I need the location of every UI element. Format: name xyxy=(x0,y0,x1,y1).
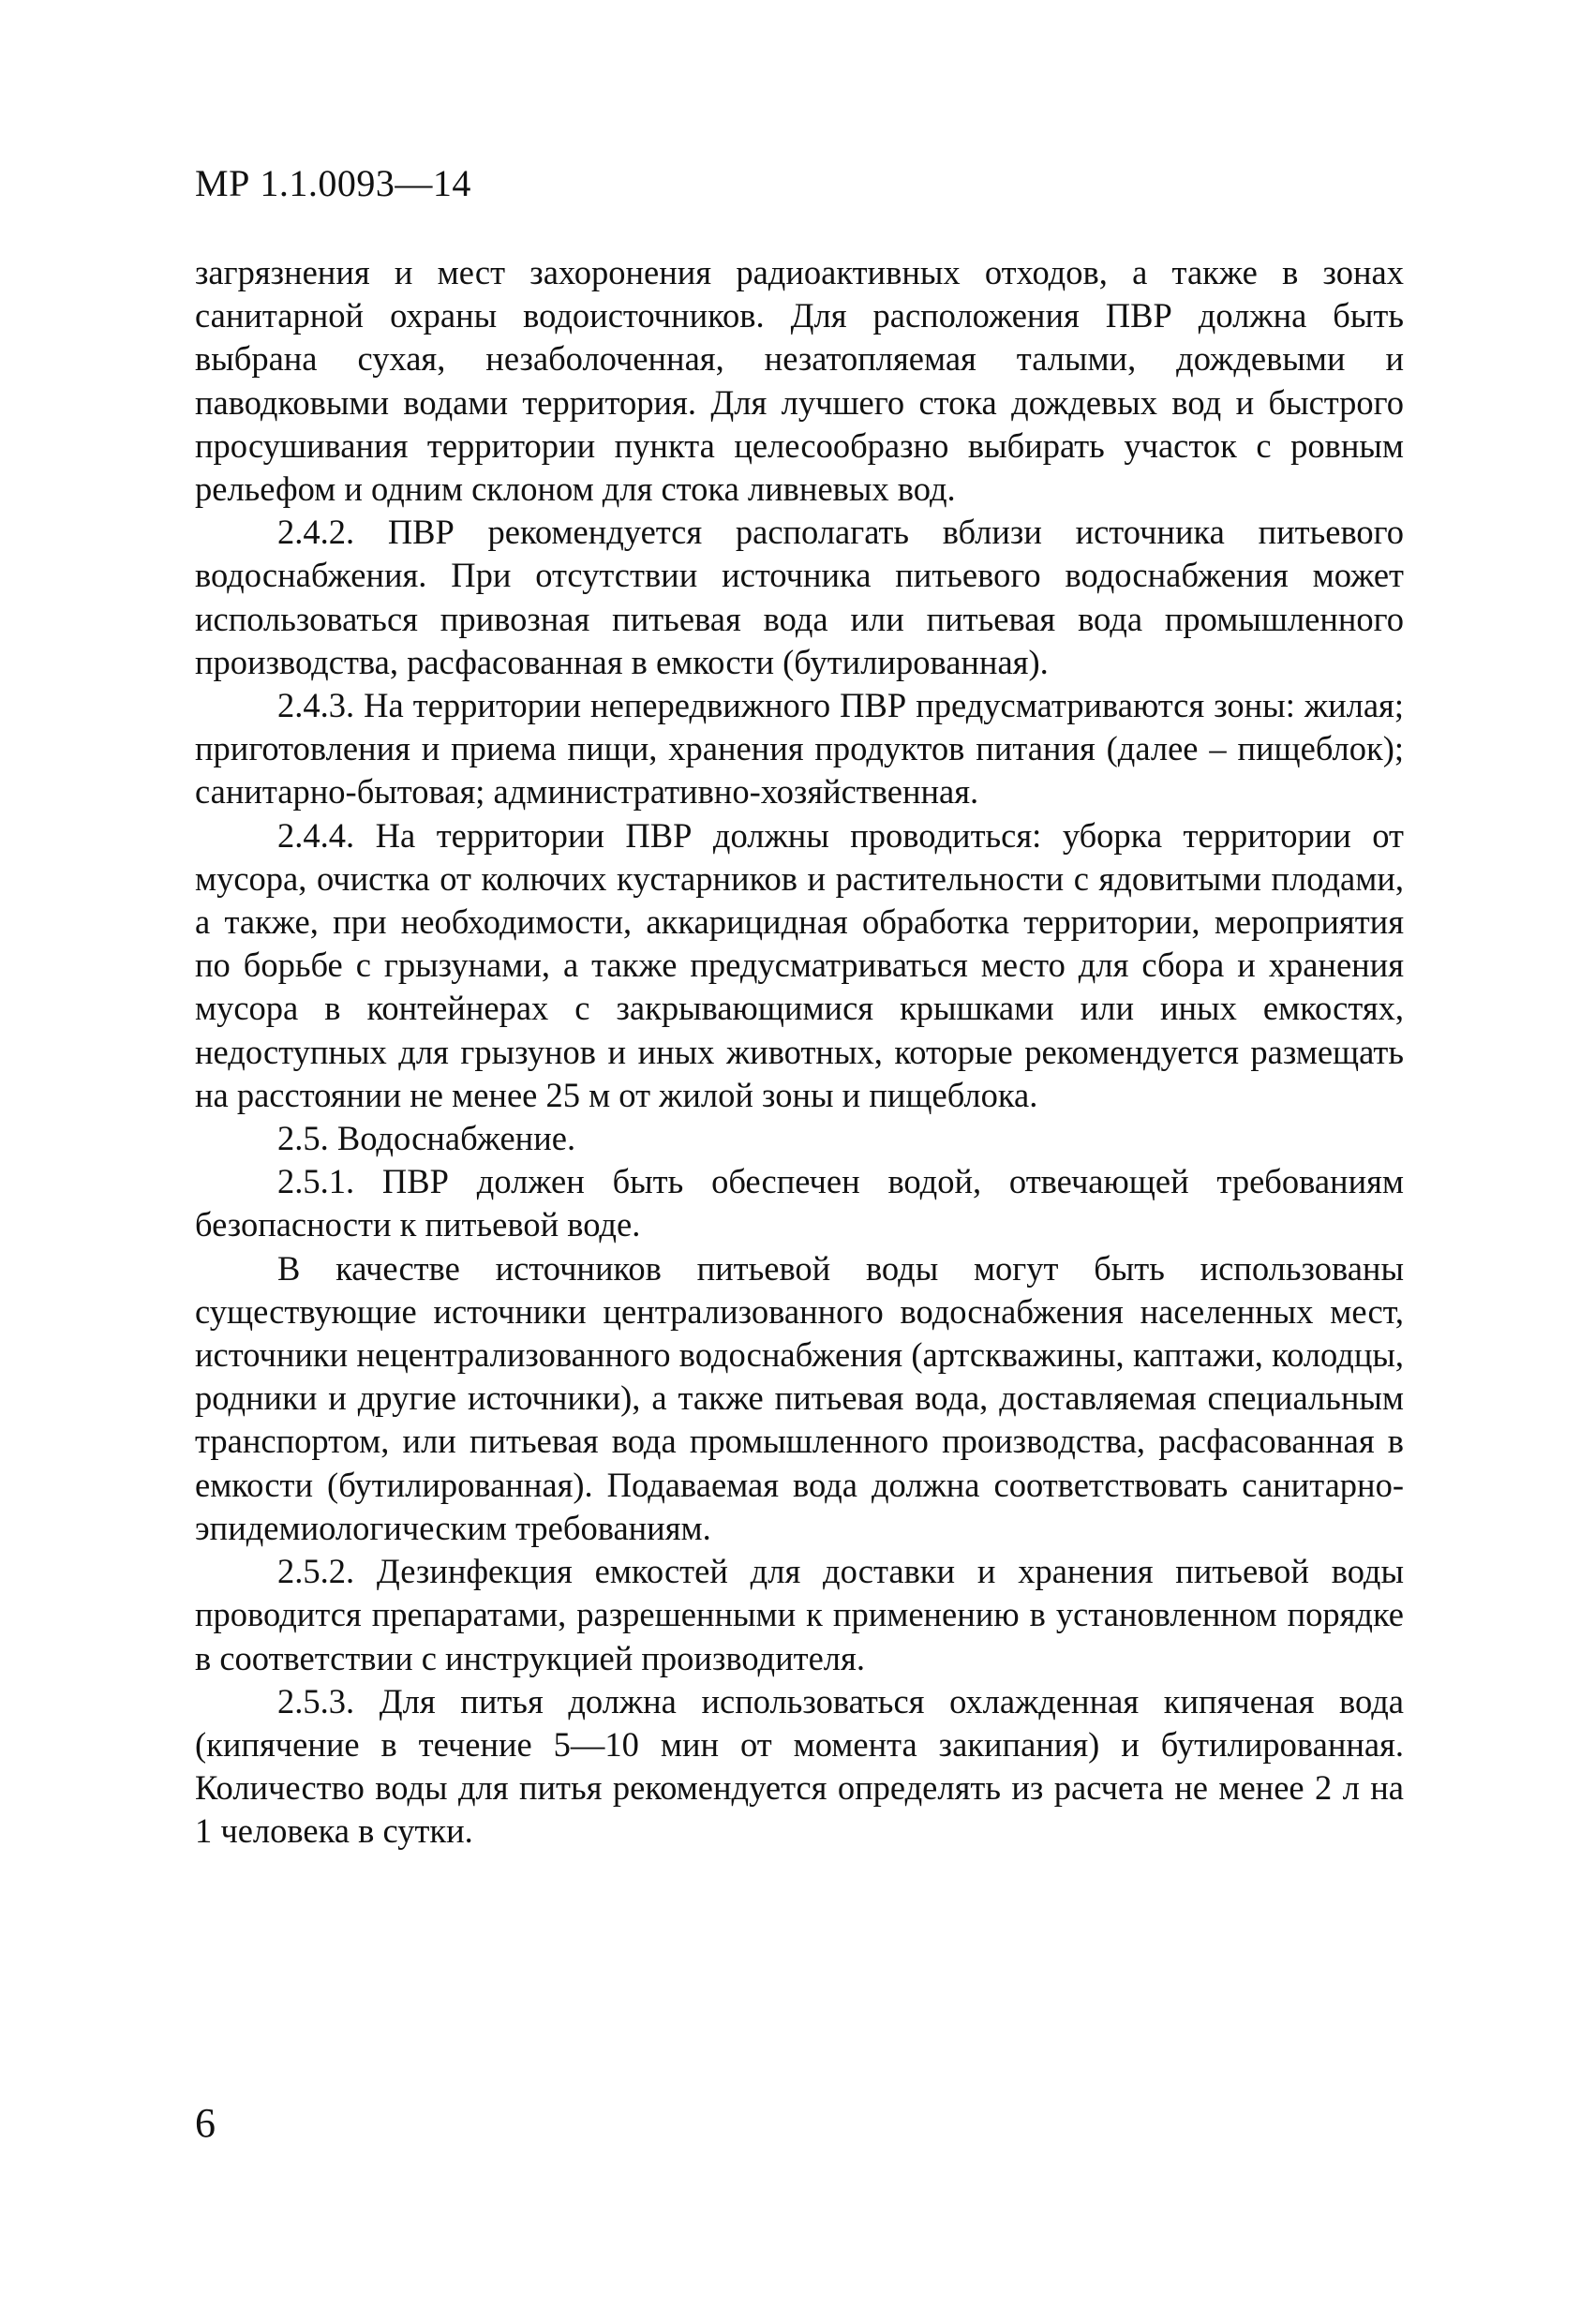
paragraph-continuation: загрязнения и мест захоронения радиоактивных отходов, а также в зонах санитарной охраны водоисточников. Для расположения ПВР должна быть выбрана сухая, незаболоченная, незатопляемая талыми, дождевыми и паводковыми водами территория. Для лучшего стока дождевых вод и быстрого просушивания территории пункта целесообразно выбирать участок с ровным рельефом и одним склоном для стока ливневых вод. xyxy=(195,253,1404,509)
paragraph-2-4-4: 2.4.4. На территории ПВР должны проводиться: уборка территории от мусора, очистка от колючих кустарников и растительности с ядовитыми плодами, а также, при необходимости, аккарицидная обработка территории, мероприятия по борьбе с грызунами, а также предусматриваться место для сбора и хранения мусора в контейнерах с закрывающимися крышками или иных емкостях, недоступных для грызунов и иных животных, которые рекомендуется размещать на расстоянии не менее 25 м от жилой зоны и пищеблока. xyxy=(195,815,1404,1114)
page-number: 6 xyxy=(195,2100,216,2146)
paragraph-2-4-2: 2.4.2. ПВР рекомендуется располагать вблизи источника питьевого водоснабжения. При отсутствии источника питьевого водоснабжения может использоваться привозная питьевая вода или питьевая вода промышленного производства, расфасованная в емкости (бутилированная). xyxy=(195,513,1404,681)
document-header: МР 1.1.0093—14 xyxy=(195,162,471,204)
section-heading-2-5: 2.5. Водоснабжение. xyxy=(277,1119,576,1158)
paragraph-2-5-3: 2.5.3. Для питья должна использоваться охлажденная кипяченая вода (кипячение в течение 5—10 мин от момента закипания) и бутилированная. Количество воды для питья рекомендуется определять из расчета не менее 2 л на 1 человека в сутки. xyxy=(195,1681,1404,1851)
paragraph-water-sources: В качестве источников питьевой воды могут быть использованы существующие источники централизованного водоснабжения населенных мест, источники нецентрализованного водоснабжения (артскважины, каптажи, колодцы, родники и другие источники), а также питьевая вода, доставляемая специальным транспортом, или питьевая вода промышленного производства, расфасованная в емкости (бутилированная). Подаваемая вода должна соответствовать санитарно-эпидемиологическим требованиям. xyxy=(195,1248,1404,1547)
paragraph-2-5-2: 2.5.2. Дезинфекция емкостей для доставки и хранения питьевой воды проводится препаратами, разрешенными к применению в установленном порядке в соответствии с инструкцией производителя. xyxy=(195,1552,1404,1677)
paragraph-2-4-3: 2.4.3. На территории непередвижного ПВР предусматриваются зоны: жилая; приготовления и приема пищи, хранения продуктов питания (далее – пищеблок); санитарно-бытовая; административно-хозяйственная. xyxy=(195,686,1404,812)
paragraph-2-5-1: 2.5.1. ПВР должен быть обеспечен водой, отвечающей требованиям безопасности к питьевой воде. xyxy=(195,1162,1404,1244)
document-body xyxy=(195,251,1404,1854)
